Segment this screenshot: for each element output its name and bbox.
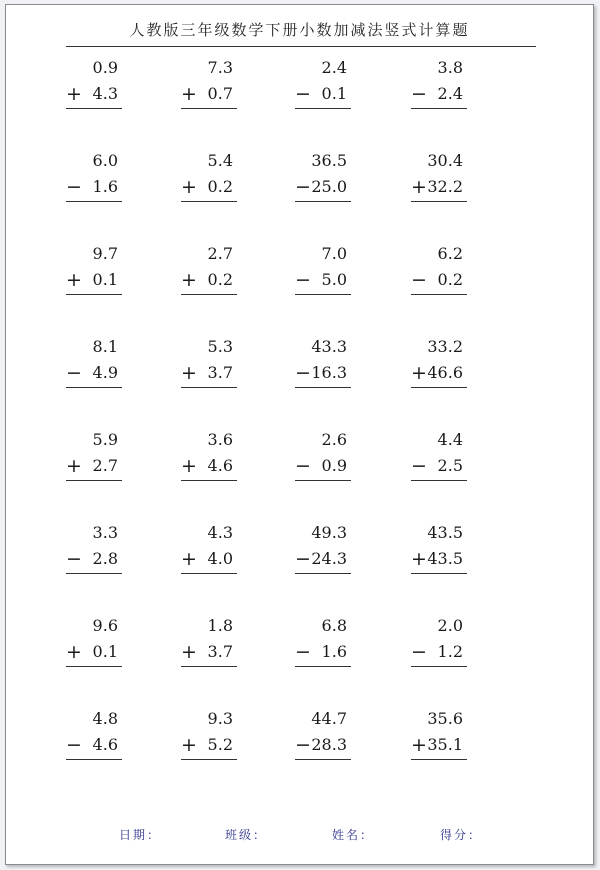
answer-line xyxy=(411,387,467,388)
bottom-operand: 3.7 xyxy=(207,642,233,661)
top-operand: 2.0 xyxy=(437,616,463,635)
top-operand: 49.3 xyxy=(311,523,347,542)
minus-sign: − xyxy=(66,362,82,384)
date-label: 日期： xyxy=(119,828,162,842)
top-operand: 43.5 xyxy=(427,523,463,542)
answer-line xyxy=(295,108,351,109)
bottom-operand: 3.7 xyxy=(207,363,233,382)
top-operand: 6.8 xyxy=(321,616,347,635)
bottom-operand: 5.2 xyxy=(207,735,233,754)
answer-line xyxy=(66,108,122,109)
answer-line xyxy=(411,666,467,667)
answer-line xyxy=(181,387,237,388)
plus-sign: + xyxy=(181,362,197,384)
top-operand: 44.7 xyxy=(311,709,347,728)
minus-sign: − xyxy=(295,269,311,291)
top-operand: 9.6 xyxy=(92,616,118,635)
plus-sign: + xyxy=(66,641,82,663)
top-operand: 36.5 xyxy=(311,151,347,170)
top-operand: 3.3 xyxy=(92,523,118,542)
bottom-operand: 0.9 xyxy=(321,456,347,475)
bottom-operand: 4.6 xyxy=(92,735,118,754)
bottom-operand: 0.2 xyxy=(207,270,233,289)
answer-line xyxy=(411,201,467,202)
answer-line xyxy=(66,201,122,202)
answer-line xyxy=(295,294,351,295)
problem-r2-c3 xyxy=(295,151,351,207)
minus-sign: − xyxy=(66,548,82,570)
top-operand: 4.4 xyxy=(437,430,463,449)
plus-sign: + xyxy=(181,176,197,198)
answer-line xyxy=(411,294,467,295)
bottom-operand: 35.1 xyxy=(427,735,463,754)
minus-sign: − xyxy=(295,455,311,477)
bottom-operand: 1.6 xyxy=(92,177,118,196)
answer-line xyxy=(295,201,351,202)
plus-sign: + xyxy=(411,176,427,198)
bottom-operand: 4.9 xyxy=(92,363,118,382)
footer-fields xyxy=(6,826,593,846)
problem-r4-c4 xyxy=(411,337,467,393)
top-operand: 6.0 xyxy=(92,151,118,170)
top-operand: 43.3 xyxy=(311,337,347,356)
plus-sign: + xyxy=(181,641,197,663)
top-operand: 1.8 xyxy=(207,616,233,635)
problem-r7-c1 xyxy=(66,616,122,672)
top-operand: 0.9 xyxy=(92,58,118,77)
problem-r1-c4 xyxy=(411,58,467,114)
problem-r1-c2 xyxy=(181,58,237,114)
top-operand: 5.9 xyxy=(92,430,118,449)
bottom-operand: 24.3 xyxy=(311,549,347,568)
answer-line xyxy=(181,108,237,109)
worksheet-title: 人教版三年级数学下册小数加减法竖式计算题 xyxy=(129,21,470,39)
bottom-operand: 0.1 xyxy=(321,84,347,103)
plus-sign: + xyxy=(181,734,197,756)
bottom-operand: 2.8 xyxy=(92,549,118,568)
problem-r2-c4 xyxy=(411,151,467,207)
answer-line xyxy=(411,759,467,760)
problem-r4-c1 xyxy=(66,337,122,393)
problem-r3-c1 xyxy=(66,244,122,300)
top-operand: 7.0 xyxy=(321,244,347,263)
plus-sign: + xyxy=(411,362,427,384)
problem-r2-c1 xyxy=(66,151,122,207)
minus-sign: − xyxy=(411,83,427,105)
bottom-operand: 0.7 xyxy=(207,84,233,103)
answer-line xyxy=(411,573,467,574)
bottom-operand: 1.6 xyxy=(321,642,347,661)
answer-line xyxy=(295,387,351,388)
problem-r5-c3 xyxy=(295,430,351,486)
problem-r7-c2 xyxy=(181,616,237,672)
score-label: 得分： xyxy=(440,828,483,842)
plus-sign: + xyxy=(66,269,82,291)
problem-r3-c4 xyxy=(411,244,467,300)
bottom-operand: 32.2 xyxy=(427,177,463,196)
bottom-operand: 4.6 xyxy=(207,456,233,475)
minus-sign: − xyxy=(411,455,427,477)
minus-sign: − xyxy=(411,269,427,291)
problem-r1-c1 xyxy=(66,58,122,114)
top-operand: 9.3 xyxy=(207,709,233,728)
answer-line xyxy=(295,666,351,667)
minus-sign: − xyxy=(411,641,427,663)
minus-sign: − xyxy=(66,734,82,756)
answer-line xyxy=(181,294,237,295)
problem-r8-c3 xyxy=(295,709,351,765)
class-label: 班级： xyxy=(225,828,268,842)
answer-line xyxy=(181,759,237,760)
minus-sign: − xyxy=(295,641,311,663)
answer-line xyxy=(295,480,351,481)
plus-sign: + xyxy=(411,734,427,756)
bottom-operand: 4.3 xyxy=(92,84,118,103)
problem-r6-c2 xyxy=(181,523,237,579)
bottom-operand: 4.0 xyxy=(207,549,233,568)
top-operand: 3.8 xyxy=(437,58,463,77)
top-operand: 9.7 xyxy=(92,244,118,263)
problem-r8-c4 xyxy=(411,709,467,765)
minus-sign: − xyxy=(295,362,311,384)
problem-r5-c4 xyxy=(411,430,467,486)
top-operand: 3.6 xyxy=(207,430,233,449)
top-operand: 2.4 xyxy=(321,58,347,77)
problem-r4-c2 xyxy=(181,337,237,393)
top-operand: 5.4 xyxy=(207,151,233,170)
problem-r8-c1 xyxy=(66,709,122,765)
top-operand: 7.3 xyxy=(207,58,233,77)
top-operand: 35.6 xyxy=(427,709,463,728)
answer-line xyxy=(181,201,237,202)
bottom-operand: 16.3 xyxy=(311,363,347,382)
problem-r8-c2 xyxy=(181,709,237,765)
top-operand: 4.8 xyxy=(92,709,118,728)
plus-sign: + xyxy=(181,269,197,291)
minus-sign: − xyxy=(295,176,311,198)
problem-r3-c3 xyxy=(295,244,351,300)
problem-grid xyxy=(6,5,593,864)
bottom-operand: 2.7 xyxy=(92,456,118,475)
top-operand: 4.3 xyxy=(207,523,233,542)
answer-line xyxy=(295,573,351,574)
answer-line xyxy=(66,666,122,667)
problem-r5-c1 xyxy=(66,430,122,486)
bottom-operand: 46.6 xyxy=(427,363,463,382)
plus-sign: + xyxy=(181,83,197,105)
answer-line xyxy=(66,759,122,760)
bottom-operand: 0.1 xyxy=(92,642,118,661)
minus-sign: − xyxy=(66,176,82,198)
bottom-operand: 0.1 xyxy=(92,270,118,289)
answer-line xyxy=(66,480,122,481)
bottom-operand: 2.4 xyxy=(437,84,463,103)
problem-r6-c3 xyxy=(295,523,351,579)
answer-line xyxy=(66,294,122,295)
answer-line xyxy=(181,573,237,574)
problem-r2-c2 xyxy=(181,151,237,207)
top-operand: 33.2 xyxy=(427,337,463,356)
bottom-operand: 0.2 xyxy=(207,177,233,196)
answer-line xyxy=(181,480,237,481)
bottom-operand: 28.3 xyxy=(311,735,347,754)
answer-line xyxy=(295,759,351,760)
problem-r7-c3 xyxy=(295,616,351,672)
bottom-operand: 25.0 xyxy=(311,177,347,196)
answer-line xyxy=(411,480,467,481)
top-operand: 6.2 xyxy=(437,244,463,263)
plus-sign: + xyxy=(181,548,197,570)
minus-sign: − xyxy=(295,734,311,756)
problem-r6-c4 xyxy=(411,523,467,579)
problem-r6-c1 xyxy=(66,523,122,579)
top-operand: 2.6 xyxy=(321,430,347,449)
answer-line xyxy=(181,666,237,667)
bottom-operand: 43.5 xyxy=(427,549,463,568)
bottom-operand: 0.2 xyxy=(437,270,463,289)
plus-sign: + xyxy=(66,455,82,477)
minus-sign: − xyxy=(295,548,311,570)
plus-sign: + xyxy=(66,83,82,105)
bottom-operand: 5.0 xyxy=(321,270,347,289)
problem-r7-c4 xyxy=(411,616,467,672)
problem-r3-c2 xyxy=(181,244,237,300)
name-label: 姓名： xyxy=(332,828,375,842)
problem-r4-c3 xyxy=(295,337,351,393)
answer-line xyxy=(66,573,122,574)
bottom-operand: 1.2 xyxy=(437,642,463,661)
top-operand: 8.1 xyxy=(92,337,118,356)
minus-sign: − xyxy=(295,83,311,105)
plus-sign: + xyxy=(411,548,427,570)
bottom-operand: 2.5 xyxy=(437,456,463,475)
worksheet-page xyxy=(5,4,594,865)
top-operand: 2.7 xyxy=(207,244,233,263)
answer-line xyxy=(66,387,122,388)
problem-r5-c2 xyxy=(181,430,237,486)
top-operand: 5.3 xyxy=(207,337,233,356)
top-operand: 30.4 xyxy=(427,151,463,170)
answer-line xyxy=(411,108,467,109)
plus-sign: + xyxy=(181,455,197,477)
problem-r1-c3 xyxy=(295,58,351,114)
